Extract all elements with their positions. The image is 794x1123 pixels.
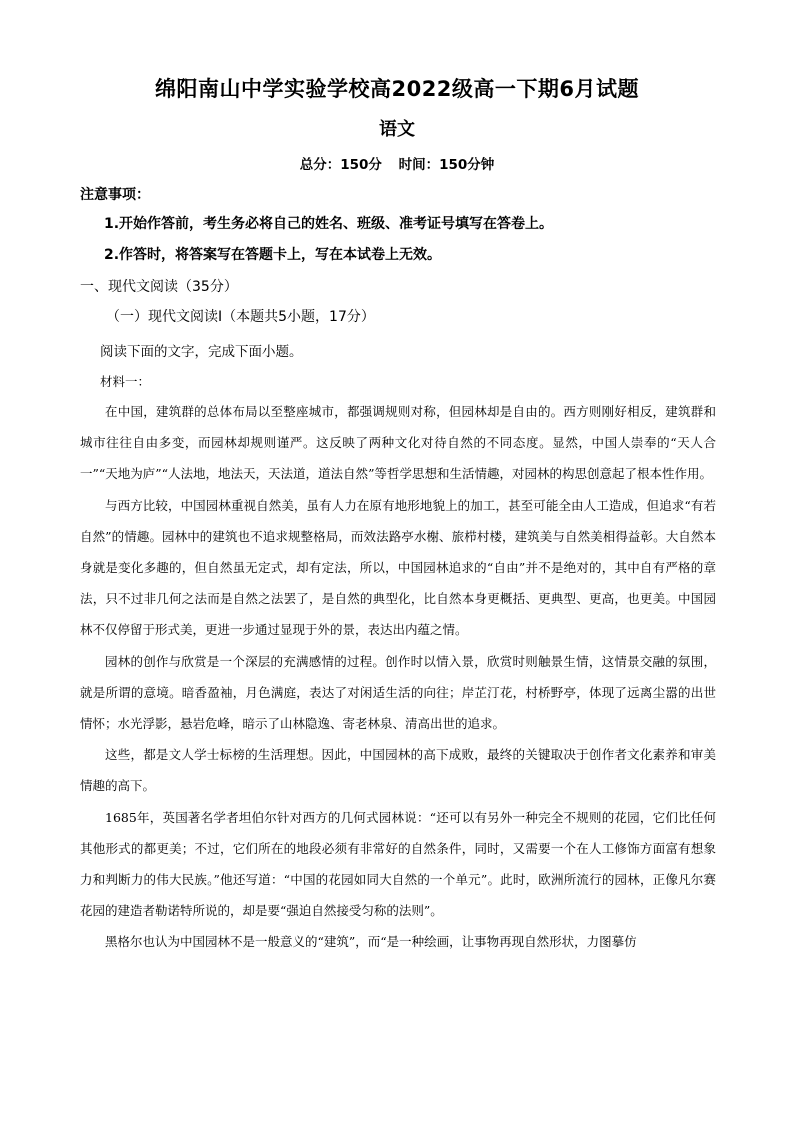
notice-item: 1.开始作答前，考生务必将自己的姓名、班级、准考证号填写在答卷上。 — [104, 216, 554, 232]
material-label: 材料一： — [100, 374, 151, 389]
passage-paragraph: 这些，都是文人学士标榜的生活理想。因此，中国园林的高下成败，最终的关键取决于创作者文化素养和审美情趣的高下。 — [80, 747, 716, 794]
notice-heading: 注意事项： — [80, 187, 150, 203]
subject-heading: 语文 — [379, 119, 415, 140]
passage-paragraph: 园林的创作与欣赏是一个深层的充满感情的过程。创作时以情入景，欣赏时则触景生情，这情景交融的氛围，就是所谓的意境。暗香盈袖，月色满庭，表达了对闲适生活的向往；岸芷汀花，村桥野亭，体现了远离尘嚣的出世情怀；水光浮影，悬岩危峰，暗示了山林隐逸、寄老林泉、清高出世的追求。 — [80, 653, 716, 732]
reading-passage — [80, 396, 716, 958]
exam-meta — [0, 153, 794, 173]
passage-paragraph: 1685年，英国著名学者坦伯尔针对西方的几何式园林说：“还可以有另外一种完全不规则的花园，它们比任何其他形式的都更美；不过，它们所在的地段必须有非常好的自然条件，同时，又需要一个在人工修饰方面富有想象力和判断力的伟大民族。”他还写道：“中国的花园如同大自然的一个单元”。此时，欧洲所流行的园林，正像凡尔赛花园的建造者勒诺特所说的，却是要“强迫自然接受匀称的法则”。 — [80, 809, 716, 919]
passage-paragraph: 与西方比较，中国园林重视自然美，虽有人力在原有地形地貌上的加工，甚至可能全由人工造成，但追求“有若自然”的情趣。园林中的建筑也不追求规整格局，而效法路亭水榭、旅栉村楼，建筑美与自然美相得益彰。大自然本身就是变化多趣的，但自然虽无定式，却有定法，所以，中国园林追求的“自由”并不是绝对的，其中自有严格的章法，只不过非几何之法而是自然之法罢了，是自然的典型化，比自然本身更概括、更典型、更高，也更美。中国园林不仅停留于形式美，更进一步通过显现于外的景，表达出内蕴之情。 — [80, 497, 716, 638]
exam-time: 时间：150分钟 — [398, 157, 495, 173]
notice-item: 2.作答时，将答案写在答题卡上，写在本试卷上无效。 — [104, 247, 442, 263]
section-heading: 一、现代文阅读（35分） — [80, 279, 238, 295]
subsection-heading: （一）现代文阅读Ⅰ（本题共5小题，17分） — [106, 309, 375, 325]
passage-paragraph: 黑格尔也认为中国园林不是一般意义的“建筑”，而“是一种绘画，让事物再现自然形状，力图摹仿 — [105, 934, 637, 950]
total-score: 总分：150分 — [299, 157, 382, 173]
exam-title: 绵阳南山中学实验学校高2022级高一下期6月试题 — [154, 77, 640, 101]
reading-instruction: 阅读下面的文字，完成下面小题。 — [100, 344, 303, 360]
passage-paragraph: 在中国，建筑群的总体布局以至整座城市，都强调规则对称，但园林却是自由的。西方则刚好相反，建筑群和城市往往自由多变，而园林却规则谨严。这反映了两种文化对待自然的不同态度。显然，中国人崇奉的“天人合一”“天地为庐”“人法地，地法天，天法道，道法自然”等哲学思想和生活情趣，对园林的构思创意起了根本性作用。 — [80, 404, 716, 482]
